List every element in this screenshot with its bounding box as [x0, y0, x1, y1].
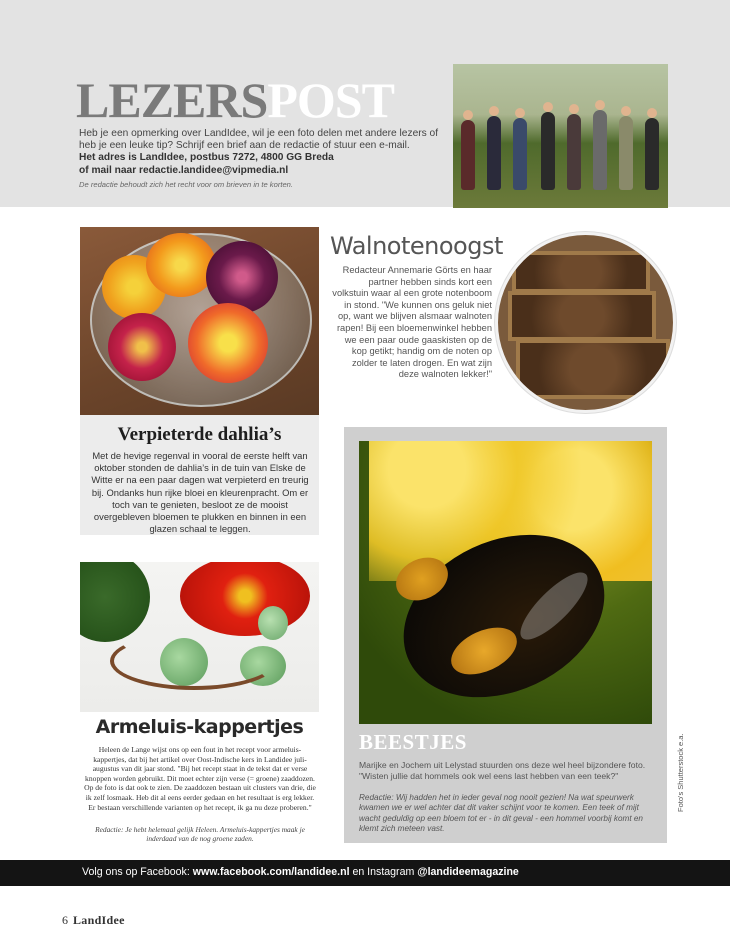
page-number: 6	[62, 913, 68, 927]
intro-sentence: Heb je een opmerking over LandIdee, wil je een foto delen met andere lezers of heb je een leuke tip? Schrijf een brief aan de redactie of stuur een e-mail.	[79, 128, 439, 152]
bee-heading: BEESTJES	[359, 730, 467, 754]
intro-text	[79, 128, 449, 177]
bee-editor-note: Redactie: Wij hadden het in ieder geval nog nooit gezien! Na wat speurwerk kwamen we er wel achter dat dit vaker schijnt voor te komen. Een teek of mijt wacht geduldig op een bloem tot er - in dit geval - een hommel voorbij komt en klemt zich meteen vast.	[359, 793, 643, 834]
email-address[interactable]: of mail naar redactie.landidee@vipmedia.nl	[79, 164, 289, 176]
group-photo	[453, 64, 668, 208]
social-prefix: Volg ons op Facebook:	[82, 866, 193, 878]
photo-credit: Foto's Shutterstock e.a.	[676, 733, 685, 812]
walnut-title: Walnotenoogst	[330, 232, 503, 260]
social-text	[82, 866, 519, 878]
caper-photo	[80, 562, 319, 712]
bumblebee-photo	[359, 441, 652, 724]
dahlia-photo	[80, 227, 319, 415]
walnut-crates-photo	[495, 232, 676, 413]
social-middle: en Instagram	[349, 866, 418, 878]
dahlia-title: Verpieterde dahlia’s	[117, 424, 282, 445]
dahlia-text: Met de hevige regenval in vooral de eerste helft van oktober stonden de dahlia’s in de tuin van Elske de Witte er na een paar dagen wat verpieterd en treurig bij. Ondanks hun rijke bloei en kleurenpracht. Om er toch van te genieten, besloot ze de mooist overgebleven bloemen te plukken en binnen in een glazen schaal te leggen.	[91, 450, 309, 535]
facebook-link[interactable]: www.facebook.com/landidee.nl	[192, 866, 350, 878]
caper-text: Heleen de Lange wijst ons op een fout in het recept voor armeluis-kappertjes, dat bij het artikel over Oost-Indische kers in Landidee juli-augustus van dit jaar stond. "Bij het recept staat in de tekst dat er verse knoppen worden gebruikt. Dit moet echter zijn verse (= groene) zaaddozen. Op de foto is dat ook te zien. De zaaddozen bestaan uit clusters van drie, die ik zelf losmaak. Heb dit al eens eerder gedaan en het resultaat is erg lekker. Er bestaan verschillende varianten op het recept, ik ga nu deze proberen."	[84, 745, 316, 812]
disclaimer: De redactie behoudt zich het recht voor om brieven in te korten.	[79, 180, 294, 189]
walnut-text: Redacteur Annemarie Görts en haar partner hebben sinds kort een volkstuin waar al een grote notenboom in stond. "We kunnen ons geluk niet op, want we blijven alsmaar walnoten rapen! Bij een bloemenwinkel hebben we een paar oude gaaskisten op de kop getikt; handig om de noten op zolder te laten drogen. En wat zijn deze walnoten lekker!"	[332, 265, 492, 380]
magazine-name: LandIdee	[73, 913, 125, 927]
title-part-post: POST	[267, 72, 394, 128]
bee-text: Marijke en Jochem uit Lelystad stuurden ons deze wel heel bijzondere foto. "Wisten jullie dat hommels ook wel eens last hebben van een teek?"	[359, 760, 646, 781]
instagram-link[interactable]: @landideemagazine	[417, 866, 519, 878]
postal-address: Het adres is LandIdee, postbus 7272, 4800 GG Breda	[79, 152, 334, 164]
title-part-lezers: LEZERS	[76, 72, 268, 128]
caper-title: Armeluis-kappertjes	[95, 716, 304, 738]
page-title	[76, 72, 394, 128]
caper-editor-note: Redactie: Je hebt helemaal gelijk Heleen. Armeluis-kappertjes maak je inderdaad van de nog groene zaden.	[95, 825, 305, 844]
